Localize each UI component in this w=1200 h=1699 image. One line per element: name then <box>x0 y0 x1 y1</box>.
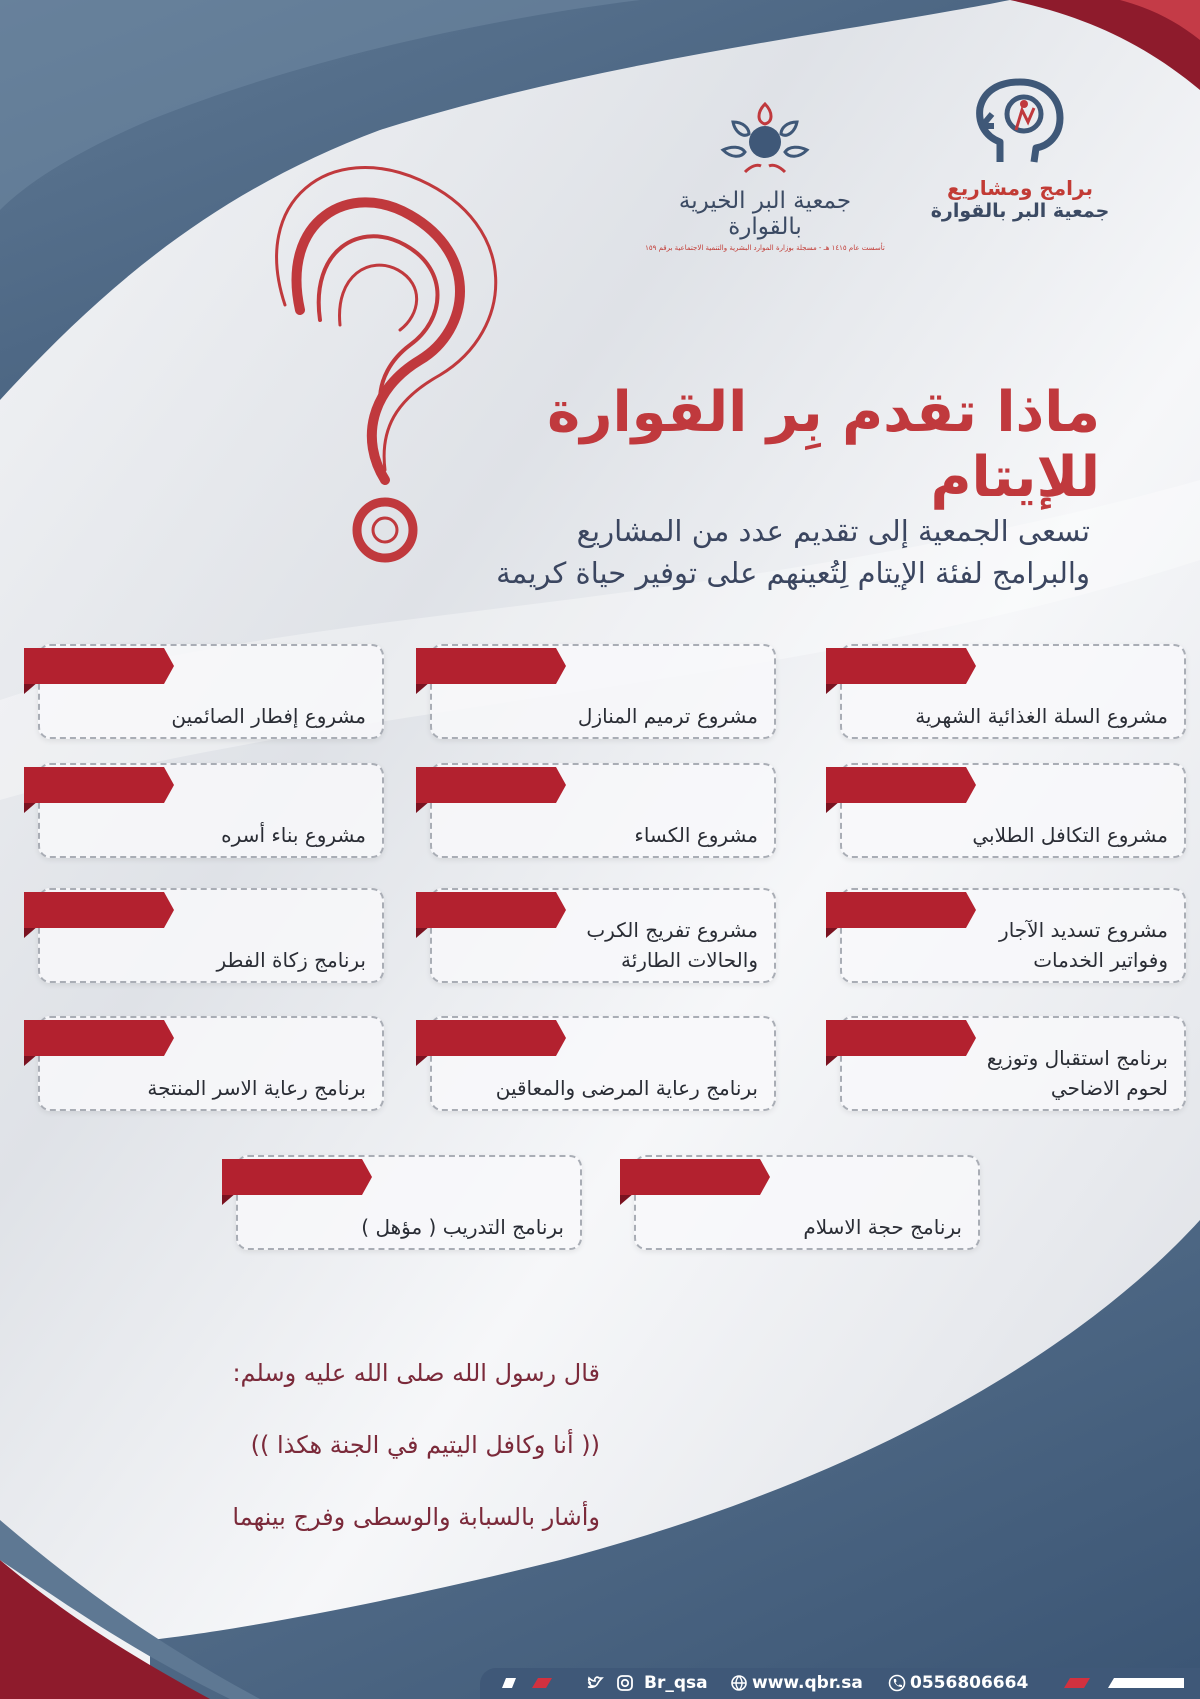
program-card <box>24 644 384 739</box>
program-card <box>826 644 1186 739</box>
programs-label: برامج ومشاريع <box>947 176 1093 200</box>
card-line-2: وفواتير الخدمات <box>1033 948 1168 972</box>
program-card <box>416 763 776 858</box>
globe-icon <box>730 1674 748 1692</box>
card-line-1: مشروع تفريج الكرب <box>586 918 758 942</box>
card-line-1: مشروع ترميم المنازل <box>577 704 758 728</box>
program-card-label <box>446 779 758 850</box>
program-card-label <box>446 660 758 731</box>
intro-text <box>420 510 1090 594</box>
program-card-label <box>54 904 366 975</box>
association-label: جمعية البر بالقوارة <box>930 200 1110 222</box>
phone-icon <box>888 1674 906 1692</box>
red-shape-icon <box>530 1674 554 1692</box>
card-line-1: برنامج استقبال وتوزيع <box>986 1046 1168 1070</box>
program-card <box>222 1155 582 1250</box>
program-card-label <box>54 1032 366 1103</box>
page-title: ماذا تقدم بِر القوارة للإيتام <box>547 380 1100 510</box>
hadith-line-3: وأشار بالسبابة والوسطى وفرج بينهما <box>232 1503 600 1531</box>
intro-line-1: تسعى الجمعية إلى تقديم عدد من المشاريع <box>576 514 1090 548</box>
twitter-icon[interactable] <box>586 1674 604 1692</box>
red-shape-icon <box>1062 1674 1092 1692</box>
card-line-1: برنامج حجة الاسلام <box>803 1215 962 1239</box>
program-card <box>24 1016 384 1111</box>
program-card <box>826 1016 1186 1111</box>
head-profile-icon <box>970 78 1070 170</box>
card-line-1: برنامج رعاية المرضى والمعاقين <box>495 1076 758 1100</box>
card-line-1: مشروع السلة الغذائية الشهرية <box>915 704 1168 728</box>
intro-line-2: والبرامج لفئة الإيتام لِتُعينهم على توفير حياة كريمة <box>496 556 1090 590</box>
program-card-label <box>54 660 366 731</box>
card-line-2: لحوم الاضاحي <box>1050 1076 1168 1100</box>
charity-registration: تأسست عام ١٤١٥ هـ - مسجلة بوزارة الموارد البشرية والتنمية الاجتماعية برقم ١٥٩ <box>645 244 885 252</box>
program-card <box>826 888 1186 983</box>
program-card-label <box>856 904 1168 975</box>
charity-logo-icon <box>705 100 825 178</box>
card-line-1: برنامج زكاة الفطر <box>216 948 366 972</box>
phone-number[interactable]: 0556806664 <box>910 1673 1029 1693</box>
white-shape-icon <box>1106 1674 1186 1692</box>
website-link[interactable]: www.qbr.sa <box>752 1673 863 1693</box>
card-line-1: مشروع تسديد الآجار <box>999 918 1168 942</box>
hadith-line-1: قال رسول الله صلى الله عليه وسلم: <box>232 1359 600 1387</box>
program-card-label <box>252 1171 564 1242</box>
shape-icon <box>500 1674 518 1692</box>
program-card <box>416 644 776 739</box>
card-line-1: برنامج التدريب ( مؤهل ) <box>361 1215 564 1239</box>
card-line-1: مشروع التكافل الطلابي <box>972 823 1168 847</box>
program-card <box>416 888 776 983</box>
instagram-icon[interactable] <box>616 1674 634 1692</box>
program-card-label <box>856 779 1168 850</box>
charity-name: جمعية البر الخيرية بالقوارة <box>678 188 852 240</box>
hadith-quote <box>180 1345 600 1561</box>
program-card <box>826 763 1186 858</box>
program-card-label <box>446 904 758 975</box>
card-line-2: والحالات الطارئة <box>620 948 758 972</box>
program-card-label <box>54 779 366 850</box>
card-line-1: مشروع بناء أسره <box>221 823 366 847</box>
programs-logo <box>920 78 1120 222</box>
program-card <box>24 888 384 983</box>
card-line-1: برنامج رعاية الاسر المنتجة <box>147 1076 366 1100</box>
card-line-1: مشروع الكساء <box>634 823 758 847</box>
card-line-1: مشروع إفطار الصائمين <box>171 704 366 728</box>
contact-footer <box>480 1668 1200 1699</box>
program-card <box>620 1155 980 1250</box>
program-card-label <box>856 1032 1168 1103</box>
social-handle[interactable]: Br_qsa <box>644 1673 708 1693</box>
charity-logo <box>640 100 890 252</box>
program-card-label <box>650 1171 962 1242</box>
program-card <box>416 1016 776 1111</box>
hadith-line-2: (( أنا وكافل اليتيم في الجنة هكذا )) <box>250 1431 600 1459</box>
program-card-label <box>856 660 1168 731</box>
program-card <box>24 763 384 858</box>
program-card-label <box>446 1032 758 1103</box>
